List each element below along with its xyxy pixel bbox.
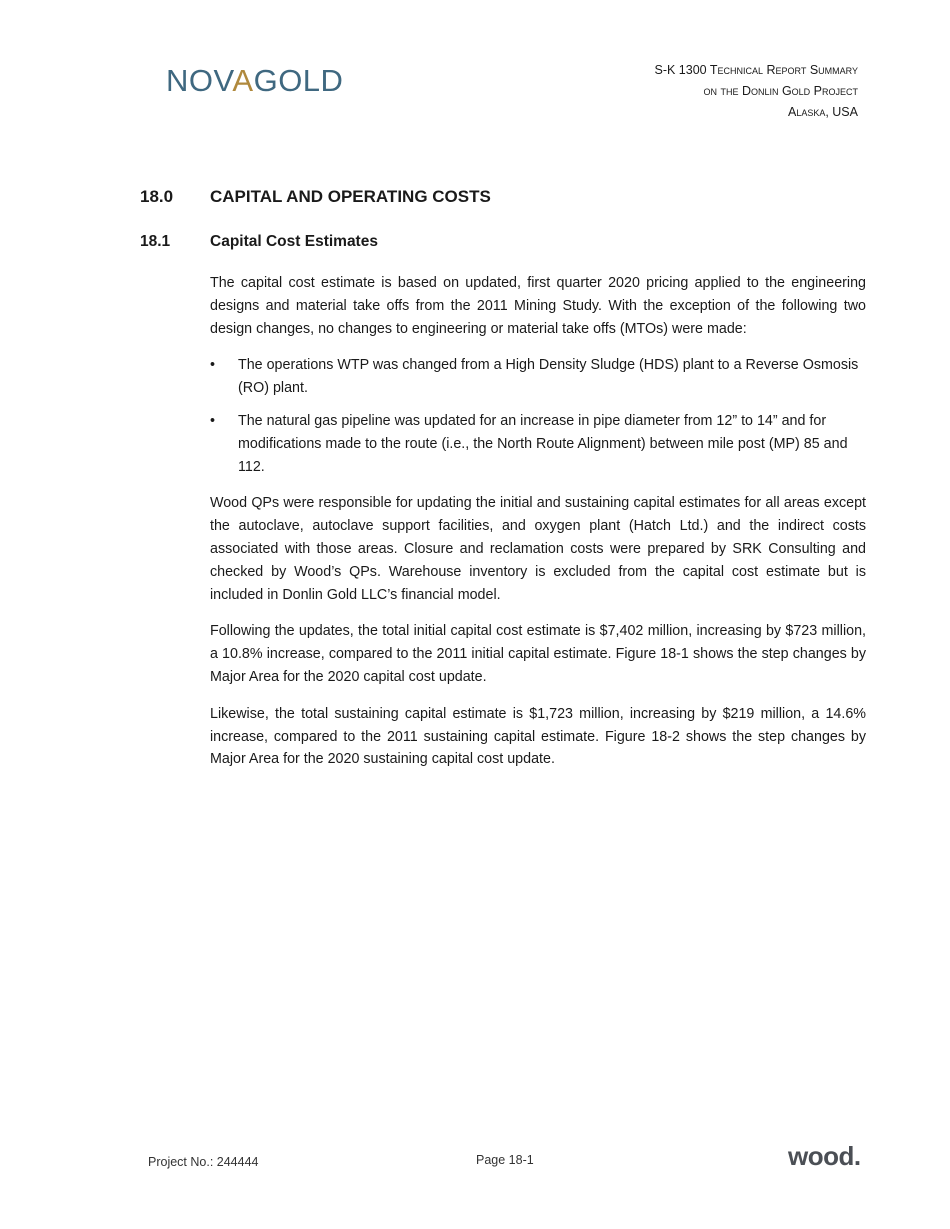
report-project-line: on the Donlin Gold Project xyxy=(703,84,858,98)
subsection-number: 18.1 xyxy=(140,233,171,250)
report-header xyxy=(655,60,859,123)
paragraph: Likewise, the total sustaining capital estimate is $1,723 million, increasing by $219 million, a 14.6% increase, compared to the 2011 sustaining capital estimate. Figure 18-2 shows the step changes by Major Area for the 2020 sustaining capital cost update. xyxy=(210,705,866,768)
body-text xyxy=(210,272,866,785)
section-heading xyxy=(140,186,491,208)
paragraph: Wood QPs were responsible for updating the initial and sustaining capital estimates for all areas except the autoclave, autoclave support facilities, and oxygen plant (Hatch Ltd.) and the indirect costs associated with those areas. Closure and reclamation costs were prepared by SRK Consulting and checked by Wood’s QPs. Warehouse inventory is excluded from the capital cost estimate but is included in Donlin Gold LLC’s financial model. xyxy=(210,495,866,603)
bullet-icon: • xyxy=(210,412,216,429)
report-location-line: Alaska, USA xyxy=(787,105,858,119)
section-title: CAPITAL AND OPERATING COSTS xyxy=(210,187,491,206)
page-number: Page 18-1 xyxy=(476,1153,534,1167)
subsection-heading xyxy=(140,231,378,253)
wood-logo: wood. xyxy=(788,1141,861,1171)
section-number: 18.0 xyxy=(140,187,174,206)
list-item: • The operations WTP was changed from a High Density Sludge (HDS) plant to a Reverse Osmosis (RO) plant. xyxy=(210,354,866,400)
subsection-title: Capital Cost Estimates xyxy=(210,233,378,250)
bullet-list xyxy=(210,354,866,478)
list-item: • The natural gas pipeline was updated for an increase in pipe diameter from 12” to 14” and for modifications made to the route (i.e., the North Route Alignment) between mile post (MP) 85 and 112. xyxy=(210,410,866,478)
paragraph: The capital cost estimate is based on updated, first quarter 2020 pricing applied to the engineering designs and material take offs from the 2011 Mining Study. With the exception of the following two design changes, no changes to engineering or material take offs (MTOs) were made: xyxy=(210,275,866,337)
project-number: Project No.: 244444 xyxy=(148,1155,259,1169)
novagold-logo: NOVAGOLD xyxy=(166,63,344,98)
paragraph: Following the updates, the total initial capital cost estimate is $7,402 million, increasing by $723 million, a 10.8% increase, compared to the 2011 initial capital estimate. Figure 18-1 shows the step changes by Major Area for the 2020 capital cost update. xyxy=(210,623,866,685)
report-title-line: S-K 1300 Technical Report Summary xyxy=(654,63,858,77)
bullet-icon: • xyxy=(210,357,216,374)
